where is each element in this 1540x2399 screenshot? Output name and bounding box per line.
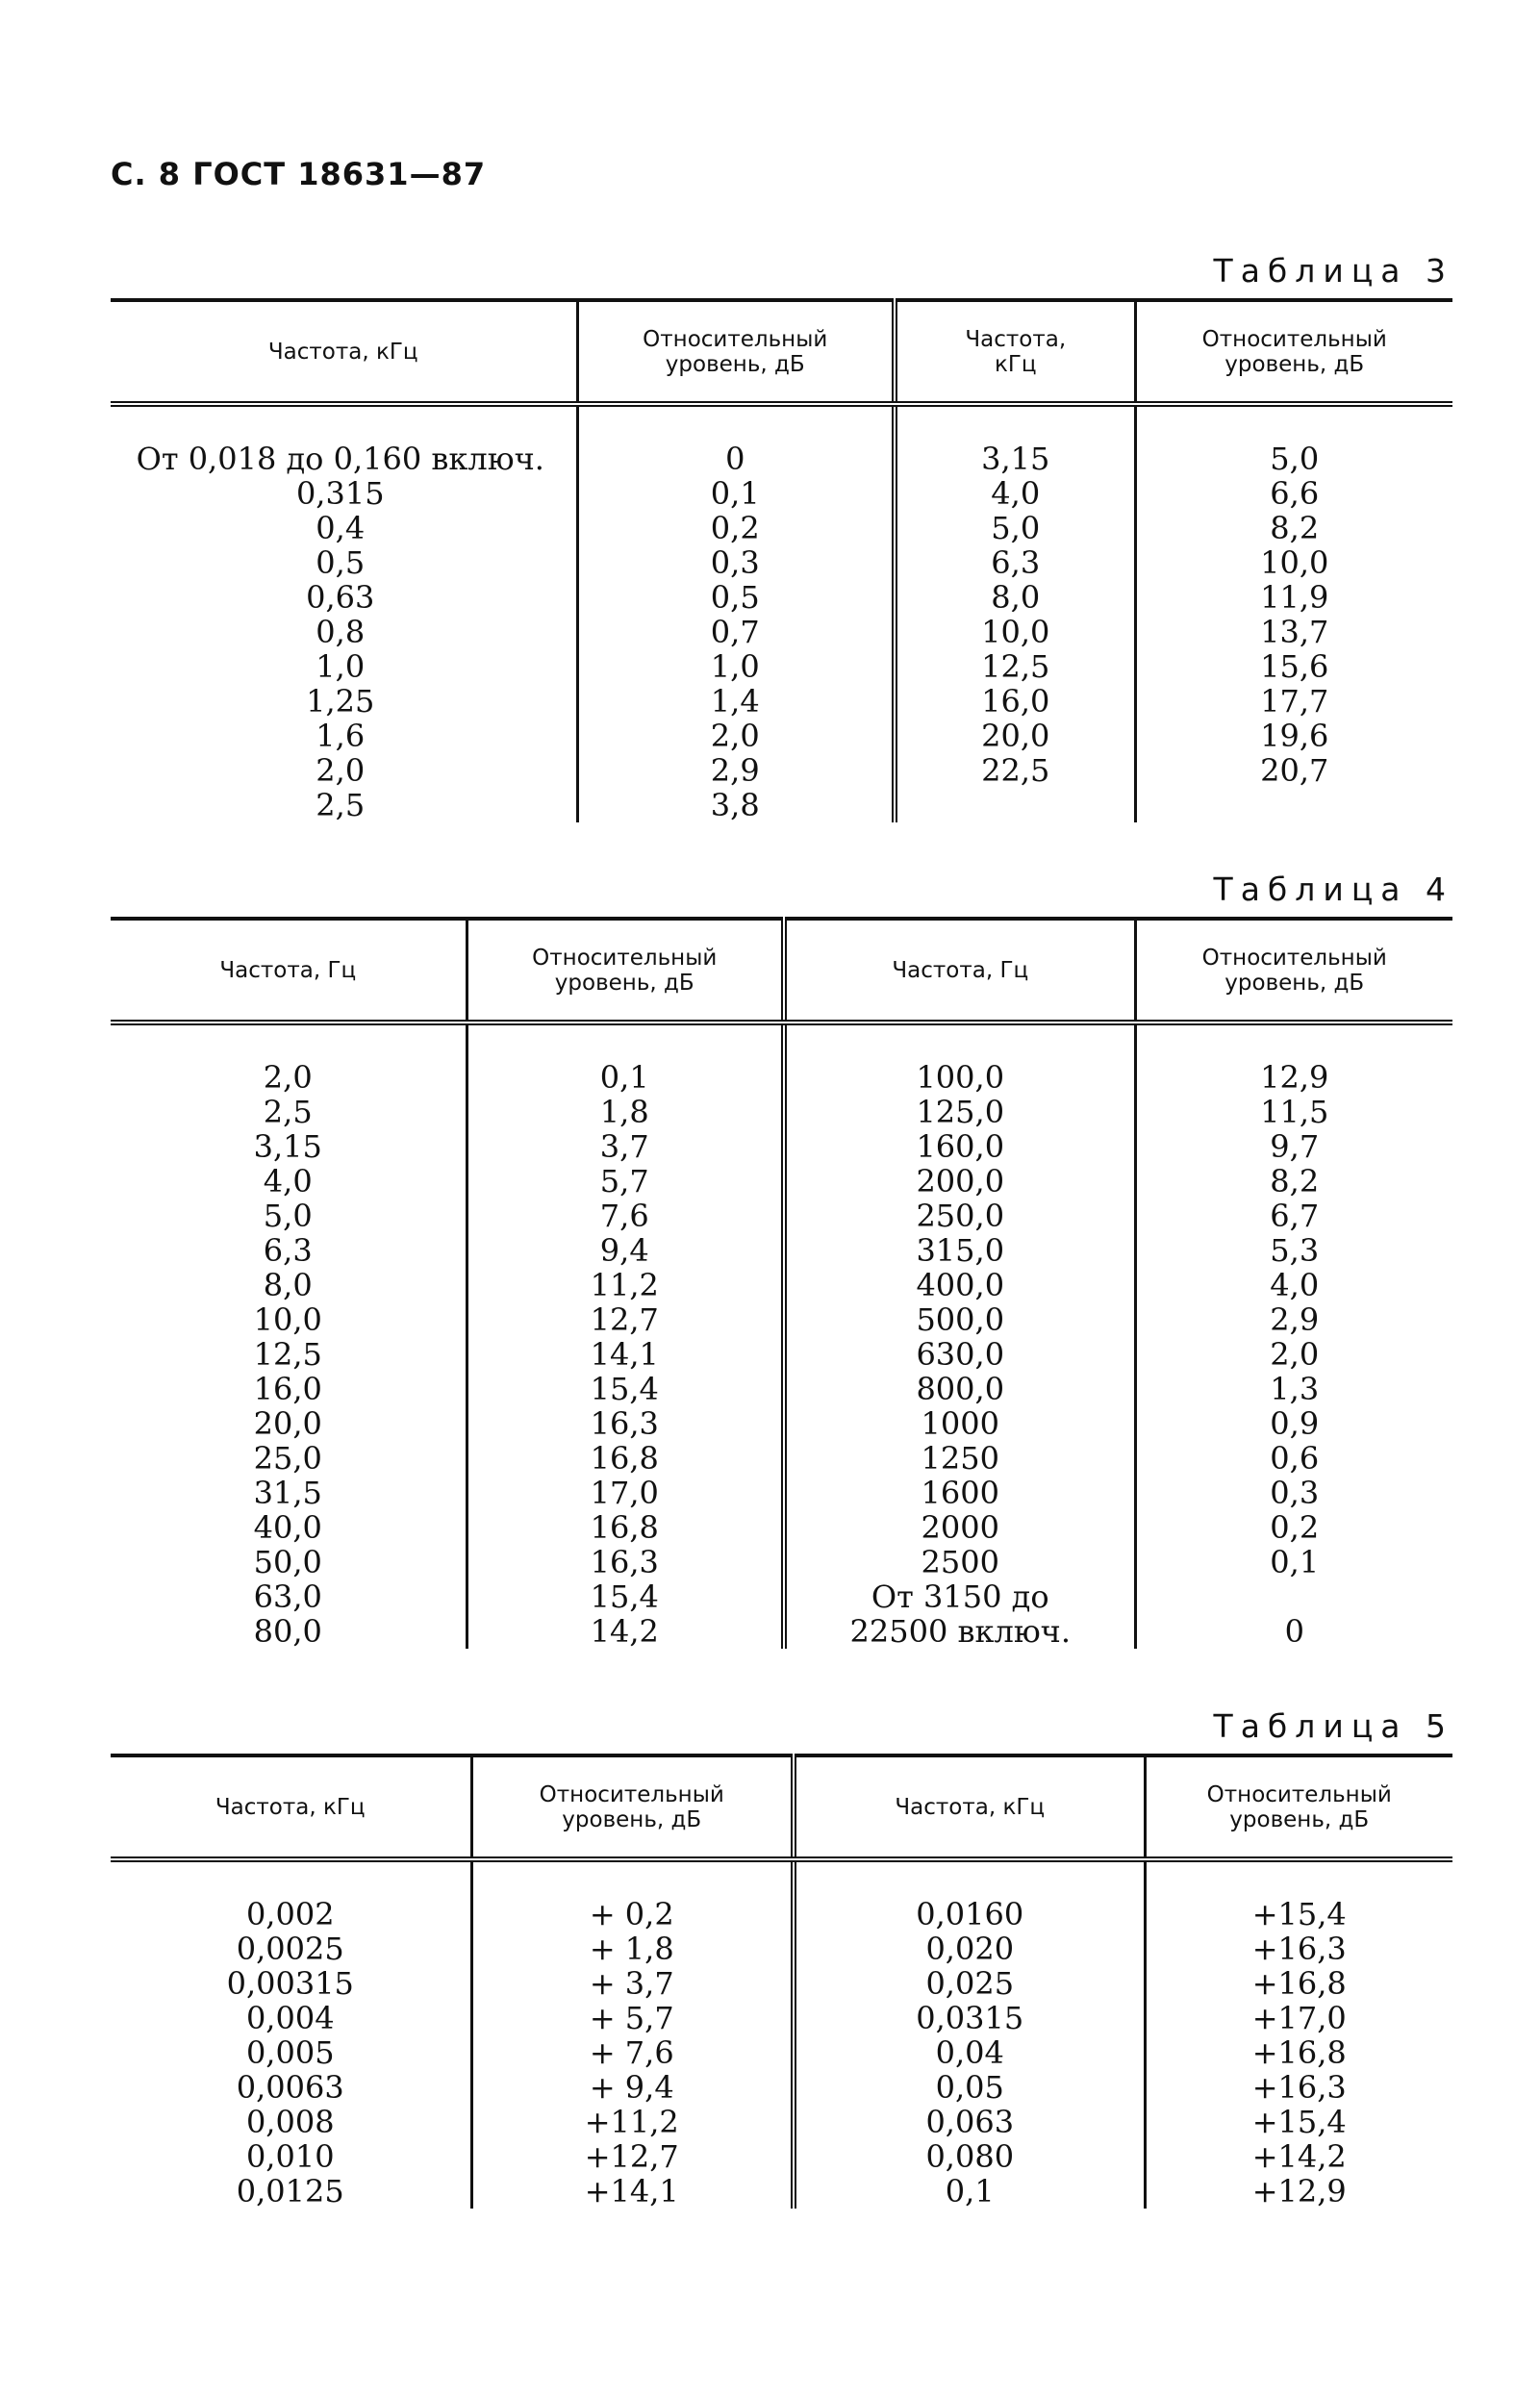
table-3-body-row	[111, 404, 1452, 822]
table-4-header-freq-2: Частота, Гц	[784, 919, 1135, 1023]
table-4-header-freq: Частота, Гц	[111, 919, 467, 1023]
table-5-caption: Таблица 5	[1213, 1707, 1453, 1745]
table-3-caption: Таблица 3	[1213, 252, 1453, 290]
table-4-col-level-2: 12,9 11,5 9,7 8,2 6,7 5,3 4,0 2,9 2,0 1,3 0,9 0,6 0,3 0,2 0,1 0	[1135, 1023, 1452, 1649]
table-5	[111, 1754, 1452, 2209]
table-3-col-level: 0 0,1 0,2 0,3 0,5 0,7 1,0 1,4 2,0 2,9 3,8	[577, 404, 895, 822]
table-3-col-freq: От 0,018 до 0,160 включ. 0,315 0,4 0,5 0,63 0,8 1,0 1,25 1,6 2,0 2,5	[136, 441, 544, 823]
table-5-header-row	[111, 1755, 1452, 1859]
table-3-header-freq-2: Частота, кГц	[895, 300, 1135, 404]
table-5-header-freq-2: Частота, кГц	[794, 1755, 1145, 1859]
table-3	[111, 298, 1452, 822]
table-3-header-level: Относительный уровень, дБ	[577, 300, 895, 404]
page-header: С. 8 ГОСТ 18631—87	[111, 156, 487, 192]
table-5-col-freq-2: 0,0160 0,020 0,025 0,0315 0,04 0,05 0,063 0,080 0,1	[794, 1859, 1145, 2209]
table-4-col-level: 0,1 1,8 3,7 5,7 7,6 9,4 11,2 12,7 14,1 15,4 16,3 16,8 17,0 16,8 16,3 15,4 14,2	[467, 1023, 784, 1649]
table-5-header-freq: Частота, кГц	[111, 1755, 471, 1859]
table-4-caption: Таблица 4	[1213, 871, 1453, 908]
table-5-header-level-2: Относительный уровень, дБ	[1145, 1755, 1452, 1859]
table-5-col-freq: 0,002 0,0025 0,00315 0,004 0,005 0,0063 0,008 0,010 0,0125	[226, 1896, 354, 2210]
table-3-col-level-2: 5,0 6,6 8,2 10,0 11,9 13,7 15,6 17,7 19,6 20,7	[1135, 404, 1452, 822]
table-4-col-freq-2: 100,0 125,0 160,0 200,0 250,0 315,0 400,0 500,0 630,0 800,0 1000 1250 1600 2000 2500 От 3150 до 22500 включ.	[784, 1023, 1135, 1649]
table-4-body-row	[111, 1023, 1452, 1649]
table-4-header-level-2: Относительный уровень, дБ	[1135, 919, 1452, 1023]
table-4-header-level: Относительный уровень, дБ	[467, 919, 784, 1023]
table-3-col-freq-2: 3,15 4,0 5,0 6,3 8,0 10,0 12,5 16,0 20,0 22,5	[895, 404, 1135, 822]
table-3-header-freq: Частота, кГц	[111, 300, 577, 404]
table-5-header-level: Относительный уровень, дБ	[471, 1755, 794, 1859]
table-3-header-row	[111, 300, 1452, 404]
table-5-body-row	[111, 1859, 1452, 2209]
table-4-col-freq: 2,0 2,5 3,15 4,0 5,0 6,3 8,0 10,0 12,5 16,0 20,0 25,0 31,5 40,0 50,0 63,0 80,0	[253, 1059, 322, 1650]
table-5-col-level-2: +15,4 +16,3 +16,8 +17,0 +16,8 +16,3 +15,4 +14,2 +12,9	[1145, 1859, 1452, 2209]
table-4	[111, 917, 1452, 1649]
table-5-col-level: + 0,2 + 1,8 + 3,7 + 5,7 + 7,6 + 9,4 +11,2 +12,7 +14,1	[471, 1859, 794, 2209]
table-4-header-row	[111, 919, 1452, 1023]
table-3-header-level-2: Относительный уровень, дБ	[1135, 300, 1452, 404]
